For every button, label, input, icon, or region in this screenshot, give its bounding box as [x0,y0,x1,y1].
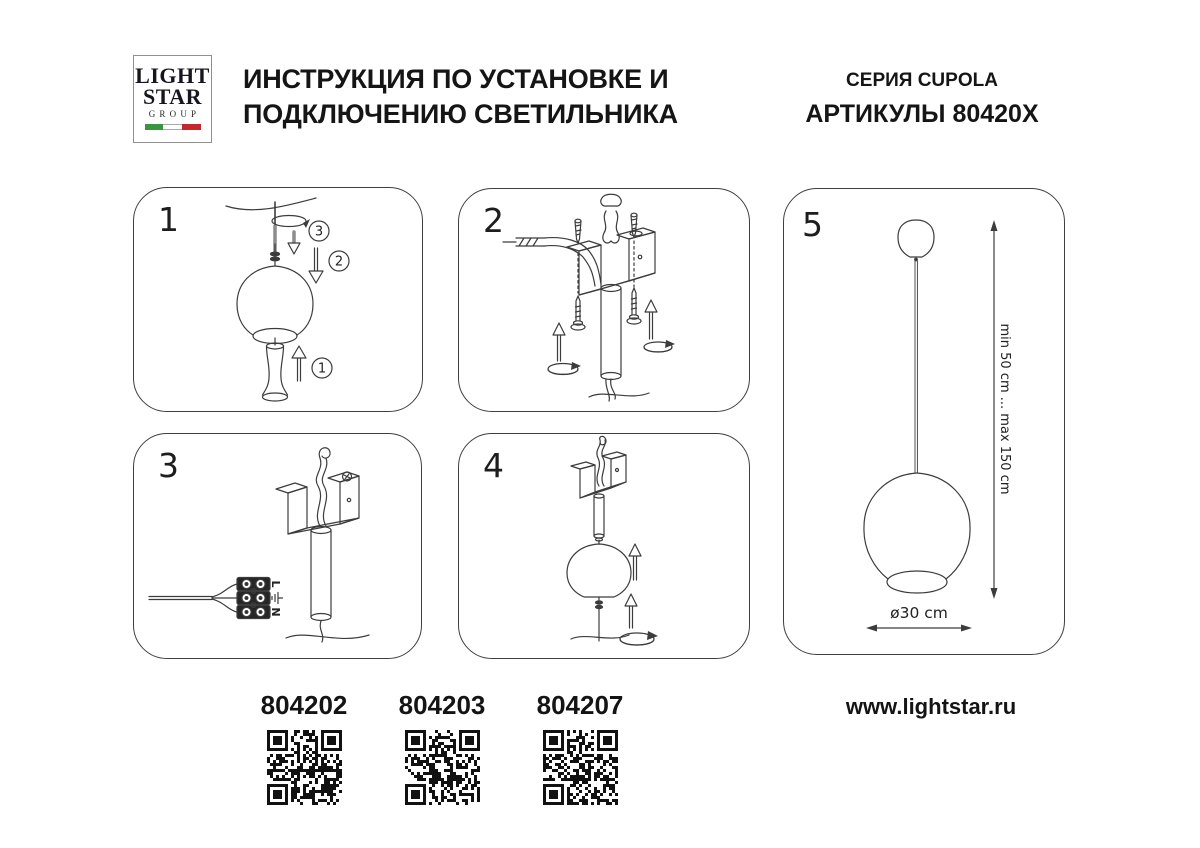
article-item [532,690,628,805]
small-down-arrow-icon [288,232,300,254]
terminal-label-live: L [269,580,282,588]
title-line-1: ИНСТРУКЦИЯ ПО УСТАНОВКЕ И [243,64,669,94]
logo-word-star: STAR [142,84,203,109]
canopy-dome [567,540,631,597]
ceiling-cable [503,238,601,286]
callout-1 [312,358,332,378]
ceiling-wire [597,436,606,486]
ceiling-line [226,198,316,210]
diameter-dimension-label: ø30 cm [890,604,948,622]
cord-connector [596,597,603,609]
rotate-ring-icon [548,362,581,375]
step3-diagram [134,434,423,660]
website-url: www.lightstar.ru [845,694,1017,719]
screw-icon [631,213,637,237]
screw-icon [575,219,581,243]
italian-flag-icon [145,124,201,130]
page-title [243,62,678,132]
flag-green [145,124,164,130]
step-5-panel [783,188,1065,655]
step2-diagram [459,189,751,413]
callout-3 [309,221,329,241]
height-dimension-label: min 50 cm ... max 150 cm [997,323,1012,495]
step-2-panel [458,188,750,412]
cord-exit [589,379,649,401]
svg-text:2: 2 [334,254,344,270]
series-block [790,70,1054,129]
lamp-shade [864,473,970,593]
step-number: 4 [483,446,504,485]
lightstar-logo [133,55,212,143]
logo-word-group: GROUP [148,109,201,119]
terminal-block [237,578,270,619]
flag-red [182,124,201,130]
article-number: 804202 [260,690,348,720]
series-name: СЕРИЯ CUPOLA [846,70,998,91]
suspension-cord [915,261,917,473]
supply-wire [149,584,237,612]
up-arrow-icon [625,594,637,628]
up-arrow-icon [553,323,565,361]
article-item [394,690,490,805]
up-arrow-icon [645,300,657,339]
title-line-2: ПОДКЛЮЧЕНИЮ СВЕТИЛЬНИКА [243,99,678,129]
step5-diagram [784,189,1066,656]
lamp-shade [237,266,313,345]
cord-exit [571,609,629,641]
height-dimension-arrow [991,220,998,599]
step-1-panel [133,187,423,412]
step-number: 1 [158,200,179,239]
callout-2 [329,251,349,271]
qr-code [405,730,480,805]
earth-symbol-icon [272,593,283,604]
step-number: 3 [158,446,179,485]
qr-code [543,730,618,805]
logo-word-light: LIGHT [135,63,210,88]
suspension-tube [594,494,604,541]
suspension-tube [601,285,621,380]
svg-text:1: 1 [317,361,327,377]
cord-connector [271,244,280,266]
article-number: 804207 [536,690,624,720]
ceiling-wire [316,448,330,526]
svg-text:3: 3 [314,224,324,240]
step-3-panel [133,433,422,659]
article-number: 804203 [398,690,486,720]
rotate-arrow-icon [272,216,310,229]
step-number: 5 [802,205,823,244]
up-arrow-icon [292,346,306,381]
canopy-dome [898,220,934,261]
step-4-panel [458,433,750,659]
step4-diagram [459,434,751,660]
terminal-label-neutral: N [269,607,282,617]
cord-exit [286,621,369,642]
article-item [256,690,352,805]
suspension-tube [311,527,331,621]
step-number: 2 [483,201,504,240]
qr-code [267,730,342,805]
articles-label: АРТИКУЛЫ 80420X [805,100,1039,128]
flag-white [163,124,182,130]
rotate-ring-icon [620,631,658,645]
diameter-dimension-arrow [866,625,972,632]
step1-diagram [134,188,424,413]
screw-icon [571,253,585,330]
rotate-ring-icon [644,340,675,352]
diffuser-cone [263,343,288,401]
down-arrow-icon [309,248,323,283]
mounting-bracket [276,472,359,534]
